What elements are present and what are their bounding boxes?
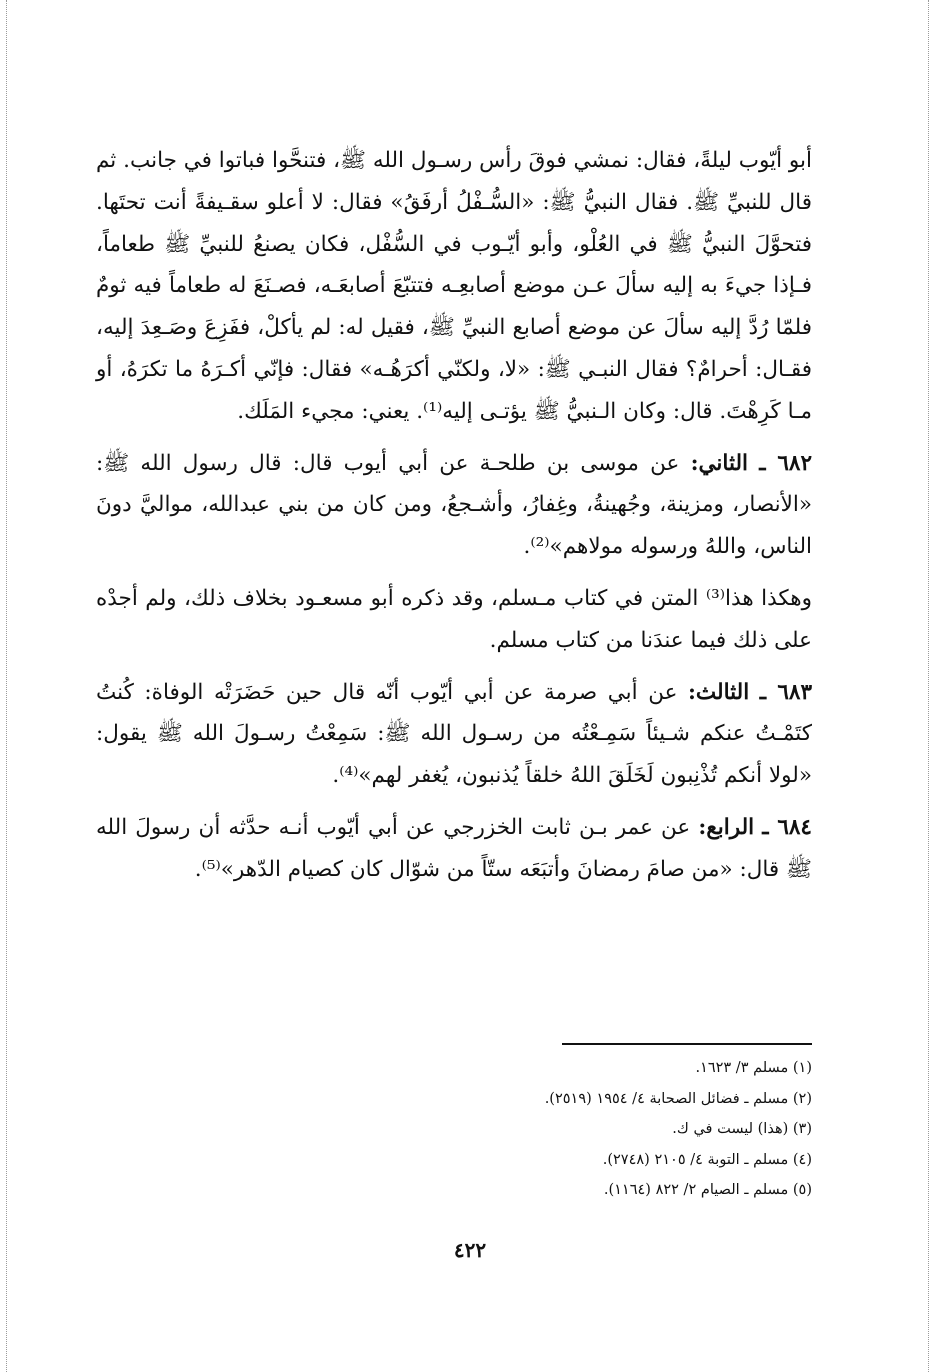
hadith-text: عن موسى بن طلحـة عن أبي أيوب قال: قال رسول الله ﷺ: «الأنصار، ومزينة، وجُهينةُ، وغِفارُ، وأشـجعُ، ومن كان من بني عبدالله، مواليَّ دونَ الناس، واللهُ ورسوله مولاهم»⁽²⁾. (96, 450, 812, 560)
hadith-number: ٦٨٢ ـ (759, 450, 813, 476)
footnote-4: (٤) مسلم ـ التوبة ٤/ ٢١٠٥ (٢٧٤٨). (602, 1151, 812, 1168)
footnote-1: (١) مسلم ٣/ ١٦٢٣. (695, 1060, 812, 1076)
hadith-text: عن أبي صرمة عن أبي أيّوب أنّه قال حين حَضَرَتْه الوفاة: كُنتُ كتَمْـتُ عنكم شـيئاً سَمِـعْتُه من رسـول الله ﷺ: سَمِعْتُ رسـولَ الله ﷺ يقول: «لولا أنكم تُذْنِبون لَخَلَقَ اللهُ خلقاً يُذنبون، يُغفر لهم»⁽⁴⁾. (96, 679, 812, 789)
footnotes-section (96, 1043, 812, 1206)
hadith-684 (96, 807, 812, 891)
hadith-text: عن عمر بـن ثابت الخزرجي عن أبي أيّوب أنـه حدَّثه أن رسولَ الله ﷺ قال: «من صامَ رمضانَ وأتبَعَه ستّاً من شوّال كان كصيام الدّهر»⁽⁵⁾. (96, 814, 812, 882)
hadith-number: ٦٨٤ ـ (762, 814, 812, 840)
hadith-heading: الثاني: (690, 450, 748, 476)
page-number: ٤٢٢ (453, 1238, 487, 1262)
hadith-682 (96, 443, 812, 568)
footnote-5: (٥) مسلم ـ الصيام ٢/ ٨٢٢ (١١٦٤). (603, 1182, 812, 1198)
hadith-683 (96, 672, 812, 797)
scan-edge-right (928, 0, 929, 1372)
hadith-number: ٦٨٣ ـ (759, 679, 812, 705)
footnote-2: (٢) مسلم ـ فضائل الصحابة ٤/ ١٩٥٤ (٢٥١٩). (544, 1090, 812, 1107)
hadith-heading: الثالث: (688, 679, 750, 705)
paragraph-continued: أبو أيّوب ليلةً، فقال: نمشي فوقَ رأس رسـول الله ﷺ، فتنحَّوا فباتوا في جانب. ثم قال للنبيِّ ﷺ. فقال النبيُّ ﷺ: «السُّـفْلُ أرفَقُ» فقال: لا أعلو سقـيفةً أنت تحتَها. فتحوَّلَ النبيُّ ﷺ في العُلْو، وأبو أيّـوب في السُّفْل، فكان يصنعُ للنبيِّ ﷺ طعاماً، فـإذا جيءَ به إليه سألَ عـن موضع أصابعِـه فتتبّعَ أصابعَـه، فصـنَعَ له طعاماً فيه ثومٌ فلمّا رُدَّ إليه سألَ عن موضع أصابع النبيِّ ﷺ، فقيل له: لم يأكلْ، ففَزِعَ وصَـعِدَ إليه، فقـال: أحرامٌ؟ فقال النبـي ﷺ: «لا، ولكنّي أكرَهُـه» فقال: فإنّي أكـرَهُ ما تكرَهُ، أو مـا كَرِهْتَ. قال: وكان الـنبيُّ ﷺ يؤتـى إليه⁽¹⁾. يعني: مجيء المَلَك. (96, 148, 812, 424)
commentary-paragraph: وهكذا هذا⁽³⁾ المتن في كتاب مـسلم، وقد ذكره أبو مسعـود بخلاف ذلك، ولم أجدْه على ذلك فيما عندَنا من كتاب مسلم. (96, 585, 812, 653)
footnote-divider (562, 1043, 812, 1045)
scan-edge-left (6, 0, 7, 1372)
footnote-3: (٣) (هذا) ليست في ك. (672, 1121, 812, 1137)
page-body (96, 140, 812, 891)
hadith-heading: الرابع: (698, 814, 755, 840)
